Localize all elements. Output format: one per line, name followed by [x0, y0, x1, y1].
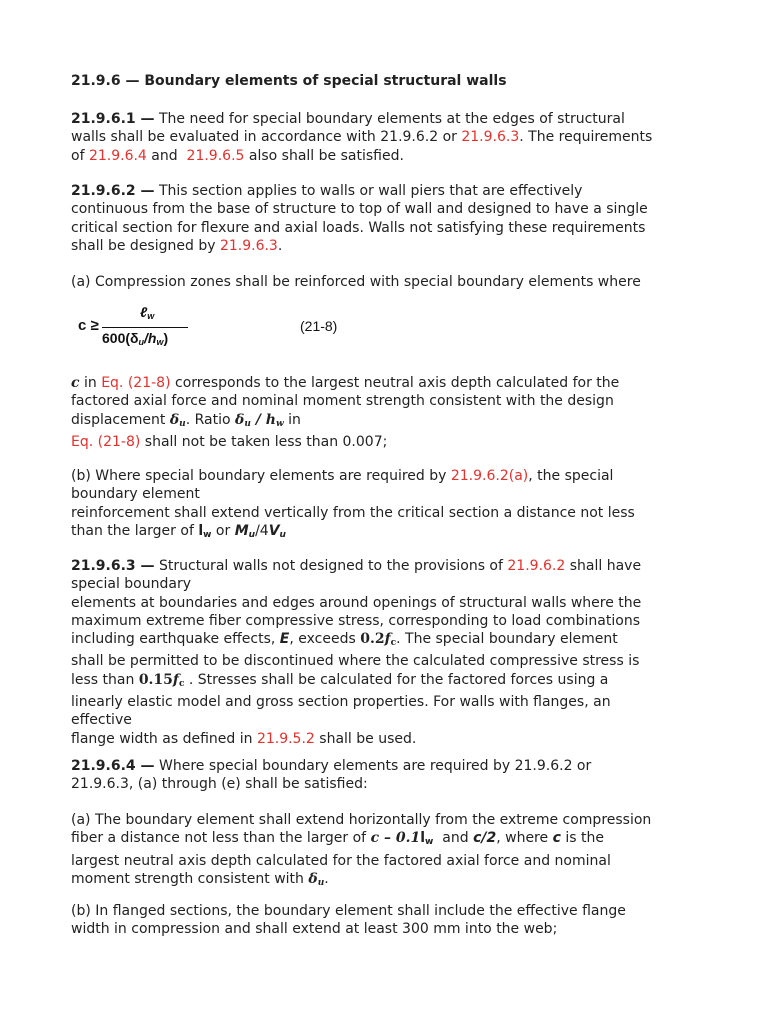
text: shall be used.	[314, 730, 417, 747]
text: .	[277, 237, 283, 254]
text: maximum extreme fiber compressive stress, corresponding to load combinations	[71, 612, 640, 629]
symbol: E	[279, 631, 290, 648]
text: fiber a distance not less than the larger of	[71, 830, 371, 847]
item-a-compression-zones	[71, 273, 711, 291]
text: displacement	[71, 411, 170, 428]
text: (b) In flanged sections, the boundary element shall include the effective flange	[71, 903, 626, 919]
cross-reference-link[interactable]: 21.9.5.2	[256, 730, 315, 747]
symbol: $V_u$	[268, 522, 286, 540]
item-4b-flanged-sections	[71, 902, 711, 939]
symbol: c/2	[473, 830, 497, 847]
text: shall have	[565, 558, 642, 574]
clause-number: 21.9.6.3 —	[71, 558, 155, 574]
cross-reference-link[interactable]: Eq. (21-8)	[101, 375, 171, 391]
text: than the larger of	[71, 522, 199, 539]
text: factored axial force and nominal moment strength consistent with the design	[71, 393, 614, 410]
text: . Stresses shall be calculated for the factored forces using a	[184, 671, 609, 688]
text: reinforcement shall extend vertically from the critical section a distance not less	[71, 504, 635, 521]
text: in	[79, 375, 102, 391]
paragraph-21-9-6-1	[71, 110, 711, 165]
cross-reference-link[interactable]: 21.9.6.2(a)	[450, 468, 529, 484]
text: corresponds to the largest neutral axis depth calculated for the	[170, 375, 620, 391]
text: , the special	[528, 468, 614, 484]
text: , exceeds	[289, 631, 361, 648]
text: or	[211, 522, 235, 539]
text: , where	[496, 830, 553, 847]
symbol: $\delta_u$	[169, 411, 186, 429]
text: continuous from the base of structure to top of wall and designed to have a single	[71, 201, 648, 218]
text: /4	[255, 522, 269, 539]
paragraph-21-9-6-2	[71, 182, 711, 255]
symbol: c	[552, 830, 561, 847]
text: critical section for flexure and axial loads. Walls not satisfying these requirements	[71, 219, 646, 236]
cross-reference-link[interactable]: 21.9.6.5	[186, 147, 245, 164]
item-4a-horizontal-extent	[71, 811, 711, 892]
text: boundary element	[71, 486, 200, 503]
text: largest neutral axis depth calculated for the factored axial force and nominal	[71, 852, 611, 869]
text: flange width as defined in	[71, 730, 257, 747]
clause-number: 21.9.6.2 —	[71, 183, 155, 199]
equation-denominator: $600(\delta_u/h_w)$	[102, 330, 169, 347]
equation-lhs: c ≥	[78, 317, 99, 334]
symbol: $\delta_u / h_w$	[235, 411, 284, 429]
equation-number: (21-8)	[300, 318, 338, 334]
text: shall be designed by	[71, 237, 220, 254]
text: . Ratio	[185, 411, 235, 428]
symbol: $0.15f_c$	[138, 671, 185, 689]
equation-21-8	[78, 303, 378, 355]
symbol: $l_w$	[198, 522, 212, 540]
text: walls shall be evaluated in accordance with 21.9.6.2 or	[71, 129, 462, 146]
cross-reference-link[interactable]: 21.9.6.2	[507, 558, 566, 574]
symbol: $M_u$	[234, 522, 256, 540]
text: (a) The boundary element shall extend horizontally from the extreme compression	[71, 812, 652, 828]
text: Where special boundary elements are required by 21.9.6.2 or	[154, 758, 592, 774]
clause-number: 21.9.6.4 —	[71, 758, 155, 774]
symbol: $0.2f_c$	[360, 631, 397, 649]
text: shall not be taken less than 0.007;	[140, 433, 388, 450]
text: Structural walls not designed to the provisions of	[154, 558, 508, 574]
text: (b) Where special boundary elements are required by	[71, 468, 451, 484]
text: of	[71, 147, 89, 164]
text: . The requirements	[519, 129, 653, 146]
text: 21.9.6.3, (a) through (e) shall be satisfied:	[71, 776, 368, 793]
text: . The special boundary element	[396, 631, 618, 648]
cross-reference-link[interactable]: 21.9.6.3	[219, 237, 278, 254]
text: elements at boundaries and edges around openings of structural walls where the	[71, 594, 642, 611]
paragraph-21-9-6-4	[71, 757, 711, 794]
text: is the	[560, 830, 604, 847]
heading-text: 21.9.6 — Boundary elements of special structural walls	[71, 73, 507, 89]
text: shall be permitted to be discontinued where the calculated compressive stress is	[71, 653, 640, 670]
cross-reference-link[interactable]: 21.9.6.4	[88, 147, 147, 164]
symbol: $\delta_u$	[308, 870, 325, 888]
text: linearly elastic model and gross section properties. For walls with flanges, an	[71, 694, 611, 711]
text: width in compression and shall extend at least 300 mm into the web;	[71, 921, 558, 938]
item-b-vertical-extent	[71, 467, 711, 544]
text: including earthquake effects,	[71, 631, 280, 648]
text: (a) Compression zones shall be reinforced with special boundary elements where	[71, 274, 641, 290]
equation-numerator: ℓ$_w$	[140, 304, 155, 321]
symbol: $l_w$	[420, 830, 434, 848]
text: also shall be satisfied.	[244, 147, 404, 164]
section-heading	[71, 72, 711, 90]
text: in	[283, 411, 301, 428]
cross-reference-link[interactable]: 21.9.6.3	[461, 129, 520, 146]
symbol: c	[71, 375, 80, 391]
text: effective	[71, 712, 132, 729]
paragraph-21-9-6-3	[71, 557, 711, 748]
text: and	[433, 830, 474, 847]
text: and	[146, 147, 187, 164]
text: less than	[71, 671, 139, 688]
cross-reference-link[interactable]: Eq. (21-8)	[71, 433, 141, 450]
clause-number: 21.9.6.1 —	[71, 111, 155, 127]
text: moment strength consistent with	[71, 870, 309, 887]
text: The need for special boundary elements at the edges of structural	[154, 111, 625, 127]
text: .	[324, 870, 329, 887]
paragraph-c-definition	[71, 374, 711, 451]
symbol: c – 0.1	[370, 830, 421, 847]
fraction-bar	[102, 327, 188, 328]
text: This section applies to walls or wall piers that are effectively	[154, 183, 583, 199]
text: special boundary	[71, 576, 192, 593]
